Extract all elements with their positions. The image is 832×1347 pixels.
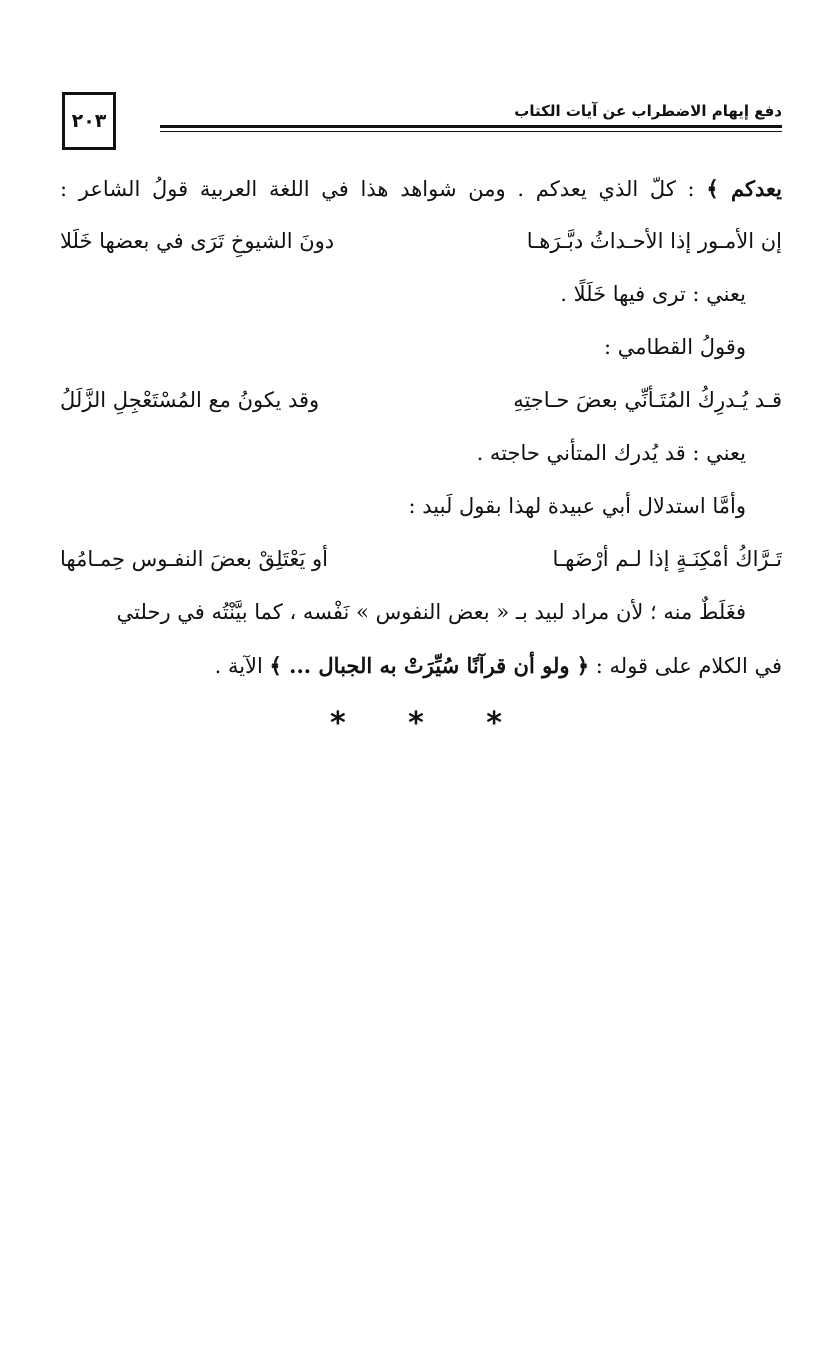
text-line-9: فغَلَطٌ منه ؛ لأن مراد لبيد بـ « بعض النفوس » نَفْسه ، كما بيَّنْتُه في رحلتي <box>116 600 746 624</box>
verse-2-second-hemistich: وقد يكونُ مع المُسْتَعْجِلِ الزَّلَلُ <box>60 388 320 412</box>
verse-1-first-hemistich: إن الأمـور إذا الأحـداثُ دبَّـرَهـا <box>526 229 782 253</box>
line-10-end: الآية . <box>214 654 270 678</box>
text-line-4: وقولُ القطامي : <box>604 335 746 359</box>
text-line-10 <box>60 639 782 692</box>
text-line-6: يعني : قد يُدرك المتأني حاجته . <box>476 441 746 465</box>
section-separator: * * * <box>330 706 528 741</box>
line-10-start: في الكلام على قوله : <box>589 654 782 678</box>
text-line-3: يعني : ترى فيها خَلَلًا . <box>560 282 746 306</box>
quran-verse: ﴿ ولو أن قرآنًا سُيِّرَتْ به الجبال ... ﴾ <box>269 653 590 678</box>
verse-1-second-hemistich: دونَ الشيوخِ تَرَى في بعضها خَلَلا <box>60 229 335 253</box>
text-line-7: وأمَّا استدلال أبي عبيدة لهذا بقول لَبيد : <box>408 494 746 518</box>
header-rule-thick <box>160 125 782 128</box>
verse-3-second-hemistich: أو يَعْتَلِقْ بعضَ النفـوس حِمـامُها <box>60 547 328 571</box>
verse-3-first-hemistich: تَـرَّاكُ أمْكِنَـةٍ إذا لـم أرْضَهـا <box>552 547 782 571</box>
page-header <box>62 92 782 154</box>
quran-fragment: يعدكم ﴾ <box>706 176 782 201</box>
body-text <box>60 162 782 692</box>
header-rule-thin <box>160 131 782 132</box>
verse-3 <box>60 533 782 586</box>
text-line-1 <box>60 162 782 215</box>
page-number: ٢٠٣ <box>62 92 116 150</box>
running-title: دفع إيهام الاضطراب عن آيات الكتاب <box>514 102 782 120</box>
line-1-text: : كلّ الذي يعدكم . ومن شواهد هذا في اللغة العربية قولُ الشاعر : <box>60 177 707 201</box>
verse-1 <box>60 215 782 268</box>
verse-2-first-hemistich: قـد يُـدرِكُ المُتَـأنِّي بعضَ حـاجتِهِ <box>513 388 782 412</box>
verse-2 <box>60 374 782 427</box>
